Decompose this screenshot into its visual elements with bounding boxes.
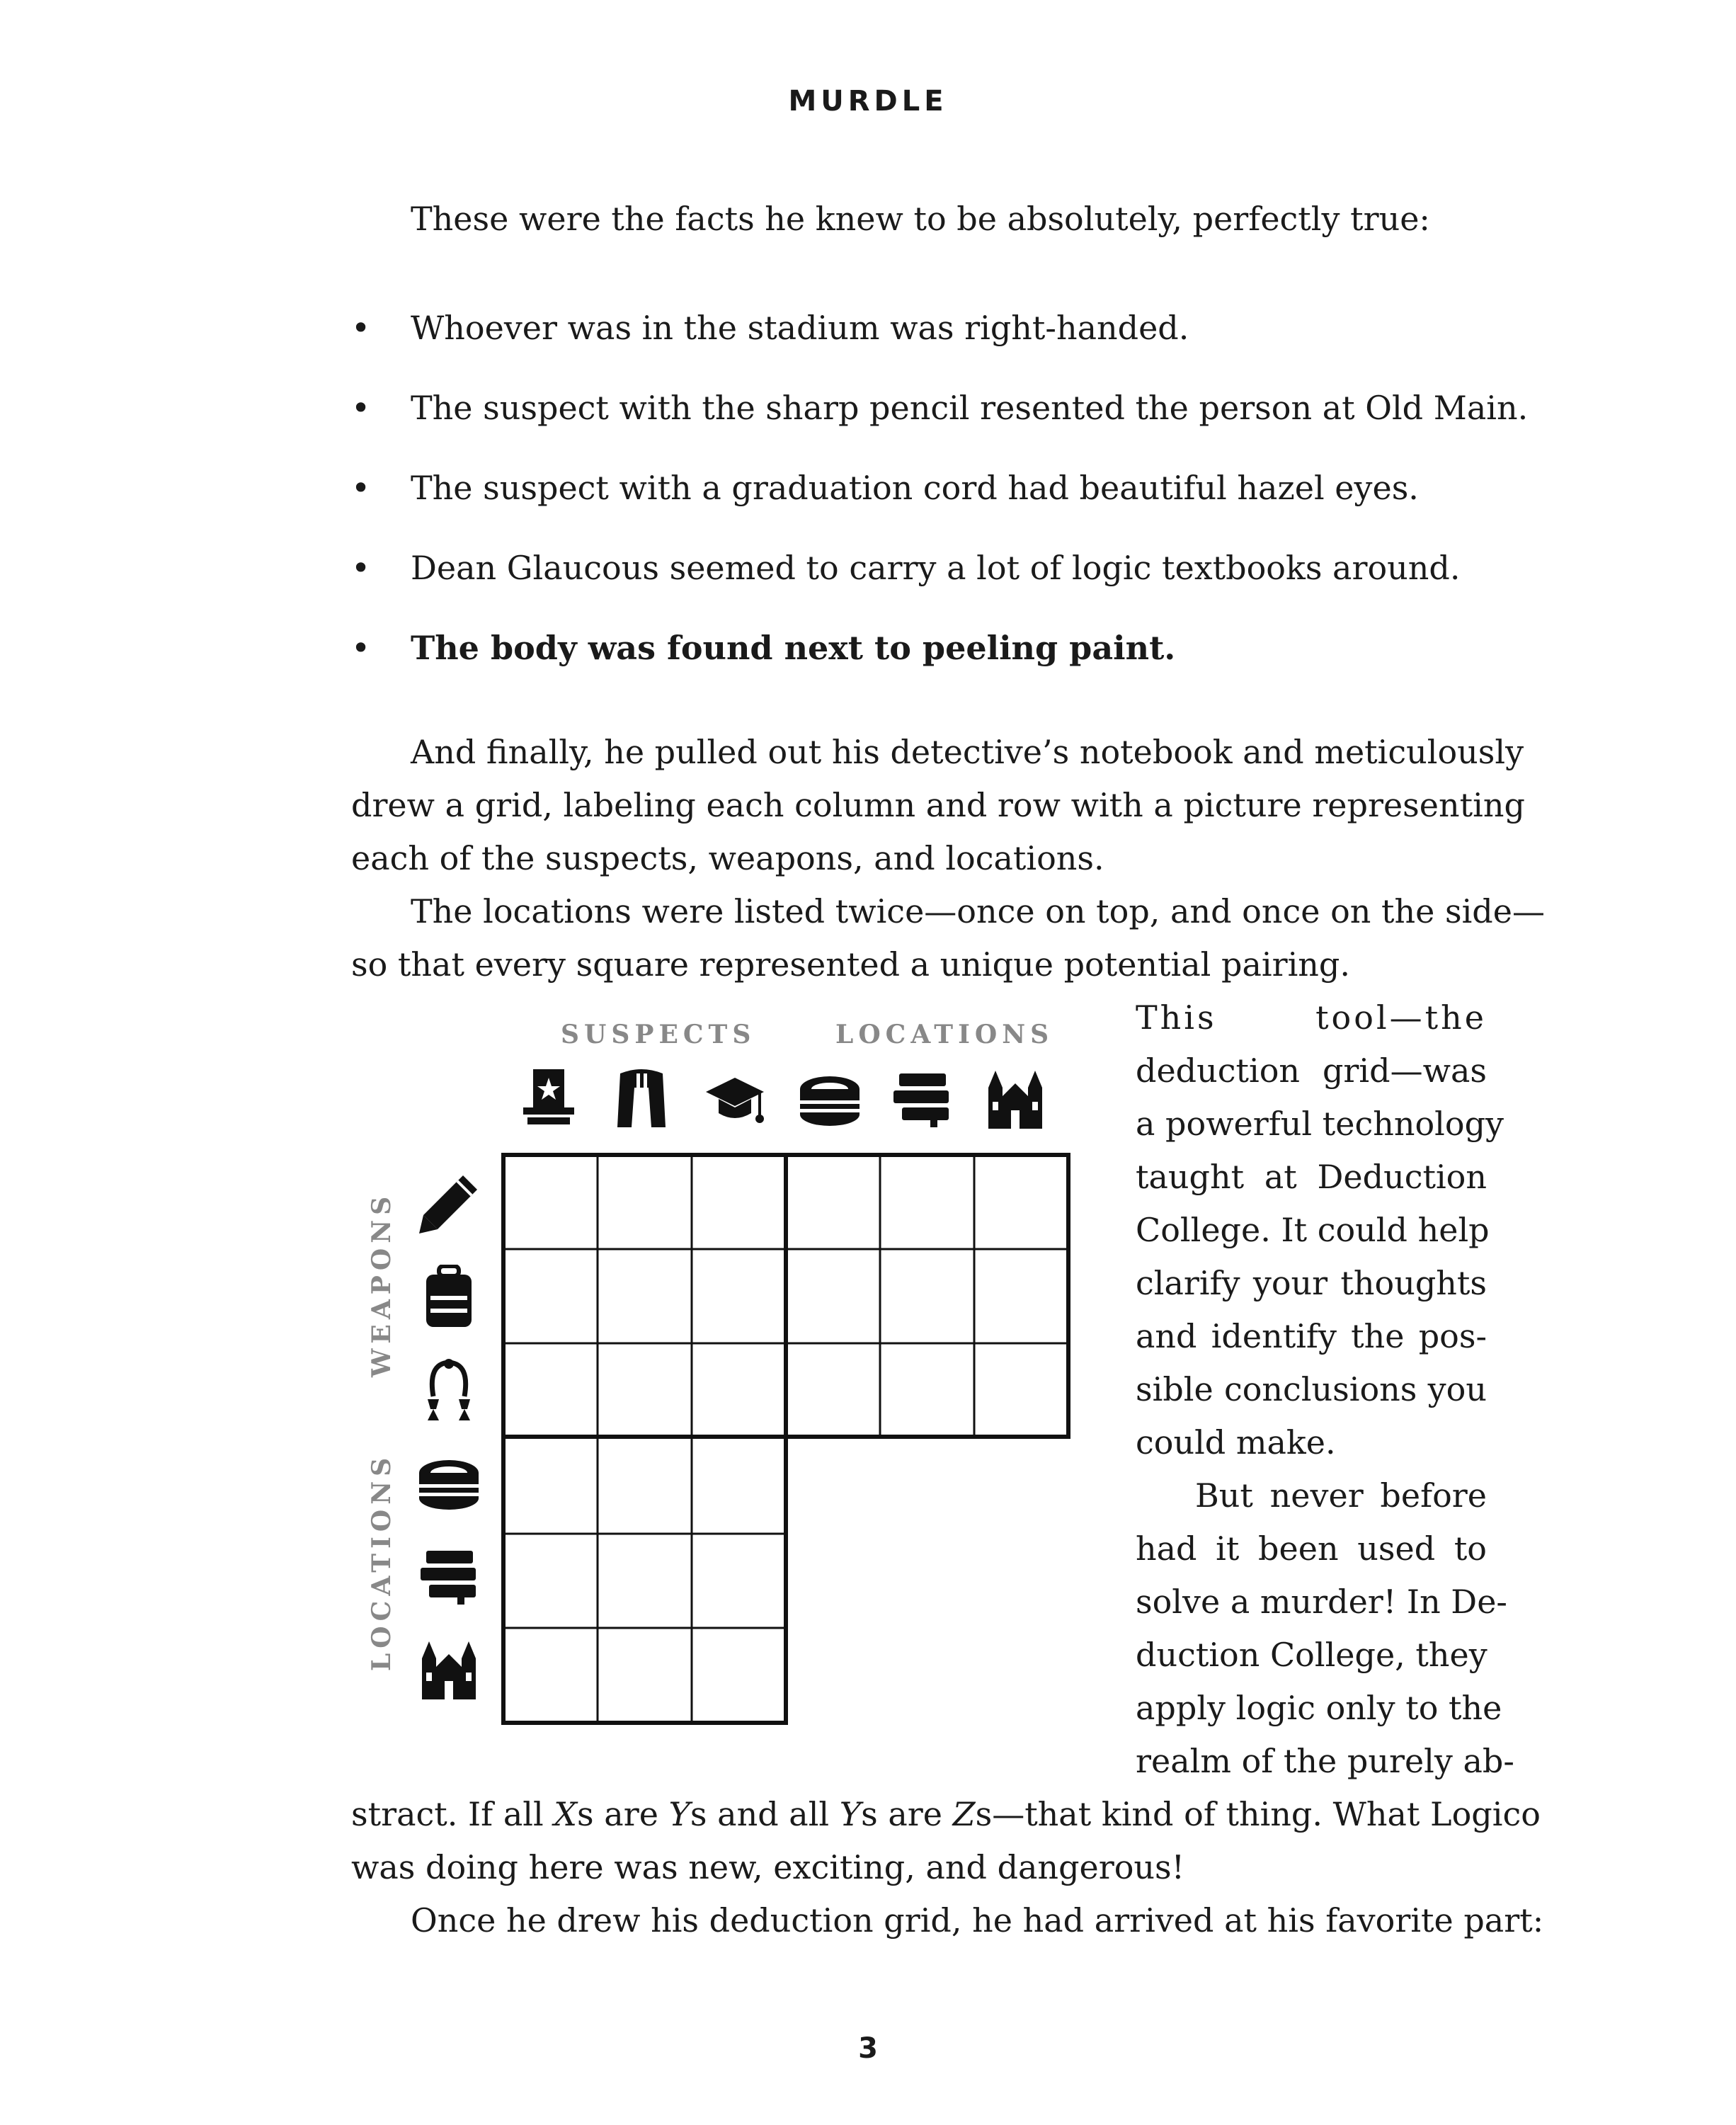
side-line-14: apply logic only to the (1136, 1689, 1502, 1727)
pencil-icon (416, 1173, 480, 1236)
graduation-cap-icon (704, 1073, 765, 1130)
side-line-9: could make. (1136, 1423, 1336, 1462)
side-line-1: This tool—the (1136, 998, 1487, 1037)
bullet-3: • (351, 469, 371, 507)
fact-3: The suspect with a graduation cord had beautiful hazel eyes. (411, 469, 1419, 507)
side-line-12: solve a murder! In De- (1136, 1583, 1507, 1621)
locations-top-label: LOCATIONS (835, 1020, 1054, 1049)
side-line-15: realm of the purely ab- (1136, 1742, 1514, 1780)
fact-5-bold: The body was found next to peeling paint. (411, 629, 1176, 667)
side-line-6: clarify your thoughts (1136, 1264, 1487, 1302)
robe-icon (613, 1066, 670, 1130)
backpack-icon (423, 1265, 474, 1328)
stadium-icon (799, 1073, 861, 1127)
bullet-4: • (351, 549, 371, 587)
side-stadium-icon (418, 1457, 480, 1511)
para3-line-1: stract. If all Xs are Ys and all Ys are Zs—that kind of thing. What Logico (351, 1795, 1541, 1833)
side-line-2: deduction grid—was (1136, 1052, 1487, 1090)
side-old-main-icon (419, 1637, 479, 1701)
side-line-10: But never before (1195, 1476, 1487, 1515)
side-line-4: taught at Deduction (1136, 1158, 1487, 1196)
fact-1: Whoever was in the stadium was right-handed. (411, 309, 1189, 347)
intro-paragraph: These were the facts he knew to be absolutely, perfectly true: (411, 200, 1430, 238)
bullet-1: • (351, 309, 371, 347)
side-books-icon (419, 1548, 480, 1605)
old-main-icon (986, 1066, 1045, 1130)
running-head: MURDLE (788, 85, 948, 118)
para1-line-2: drew a grid, labeling each column and row with a picture representing (351, 786, 1525, 824)
side-line-5: College. It could help (1136, 1211, 1490, 1249)
books-icon (892, 1071, 953, 1127)
bullet-2: • (351, 389, 371, 427)
fact-4: Dean Glaucous seemed to carry a lot of logic textbooks around. (411, 549, 1461, 587)
page-number: 3 (858, 2032, 878, 2065)
grid-top-block (501, 1153, 1070, 1439)
bullet-5: • (351, 629, 371, 667)
para3-line-2: was doing here was new, exciting, and dangerous! (351, 1848, 1185, 1886)
locations-side-label: LOCATIONS (367, 1452, 396, 1671)
side-line-11: had it been used to (1136, 1529, 1487, 1568)
side-line-13: duction College, they (1136, 1636, 1487, 1674)
suspects-label: SUSPECTS (561, 1020, 756, 1049)
side-line-8: sible conclusions you (1136, 1370, 1487, 1408)
weapons-label: WEAPONS (367, 1191, 396, 1377)
para2-line-2: so that every square represented a unique potential pairing. (351, 945, 1350, 984)
side-line-7: and identify the pos- (1136, 1317, 1487, 1355)
para1-line-3: each of the suspects, weapons, and locations. (351, 839, 1104, 877)
fact-2: The suspect with the sharp pencil resented the person at Old Main. (411, 389, 1529, 427)
side-line-3: a powerful technology (1136, 1105, 1504, 1143)
para4: Once he drew his deduction grid, he had arrived at his favorite part: (411, 1901, 1544, 1939)
top-hat-icon (520, 1066, 577, 1130)
grid-bottom-block (501, 1435, 789, 1725)
para1-line-1: And finally, he pulled out his detective’s notebook and meticulously (411, 733, 1524, 771)
graduation-cord-icon (423, 1357, 474, 1422)
para2-line-1: The locations were listed twice—once on top, and once on the side— (411, 892, 1545, 930)
